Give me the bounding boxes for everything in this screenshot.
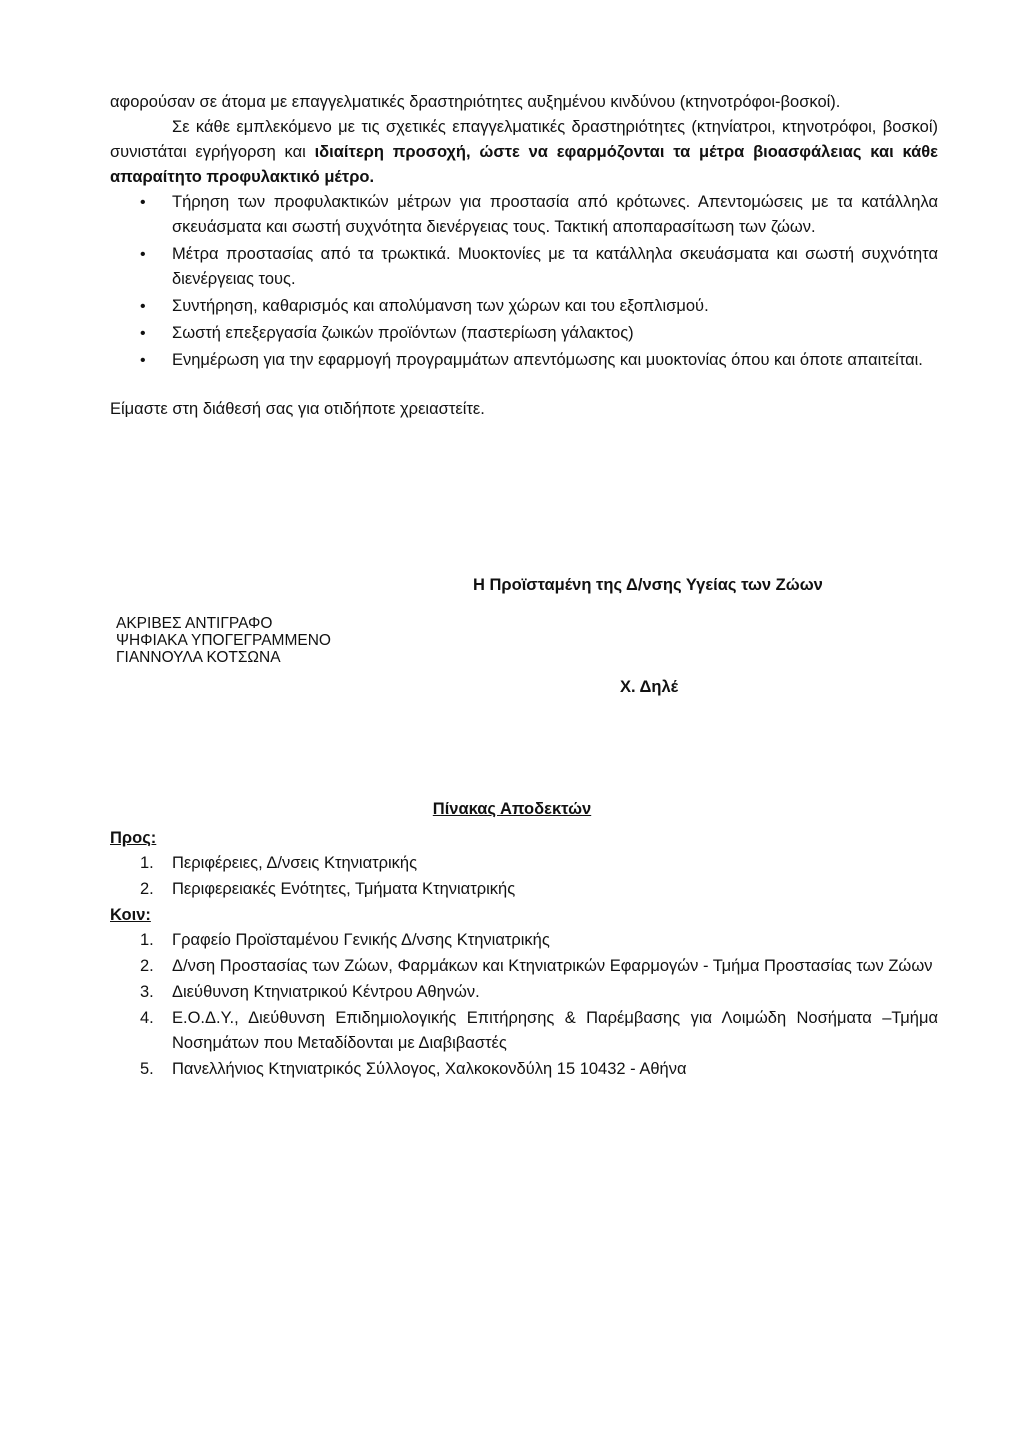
recipients-title: Πίνακας Αποδεκτών bbox=[432, 800, 592, 818]
item-number: 3. bbox=[140, 983, 154, 1001]
item-number: 5. bbox=[140, 1060, 154, 1078]
list-item-text: Σωστή επεξεργασία ζωικών προϊόντων (παστερίωση γάλακτος) bbox=[172, 324, 634, 342]
item-text: Γραφείο Προϊσταμένου Γενικής Δ/νσης Κτηνιατρικής bbox=[172, 931, 550, 949]
to-label: Προς: bbox=[110, 829, 157, 847]
list-item bbox=[110, 928, 938, 953]
measures-list bbox=[110, 190, 938, 373]
list-item bbox=[110, 954, 938, 979]
stamp-line: ΓΙΑΝΝΟΥΛΑ ΚΟΤΣΩΝΑ bbox=[116, 649, 281, 666]
list-item bbox=[110, 348, 938, 373]
item-number: 2. bbox=[140, 957, 154, 975]
advice-emphasis: ιδιαίτερη προσοχή, ώστε να εφαρμόζονται τα μέτρα βιοασφάλειας και κάθε απαραίτητο προφυλακτικό μέτρο. bbox=[110, 143, 938, 186]
bullet-icon: • bbox=[140, 325, 146, 342]
item-text: Περιφερειακές Ενότητες, Τμήματα Κτηνιατρικής bbox=[172, 880, 516, 898]
item-number: 1. bbox=[140, 931, 154, 949]
list-item bbox=[110, 190, 938, 240]
stamp-line: ΑΚΡΙΒΕΣ ΑΝΤΙΓΡΑΦΟ bbox=[116, 615, 273, 632]
item-text: Περιφέρειες, Δ/νσεις Κτηνιατρικής bbox=[172, 854, 418, 872]
list-item bbox=[110, 242, 938, 292]
closing-sentence: Είμαστε στη διάθεσή σας για οτιδήποτε χρειαστείτε. bbox=[110, 400, 485, 418]
bullet-icon: • bbox=[140, 246, 146, 263]
recipients-section bbox=[110, 826, 938, 1083]
advice-paragraph bbox=[110, 115, 938, 190]
bullet-icon: • bbox=[140, 194, 146, 211]
advice-text: Σε κάθε εμπλεκόμενο με τις σχετικές επαγγελματικές δραστηριότητες (κτηνίατροι, κτηνοτρόφοι, βοσκοί) συνιστάται εγρήγορση και bbox=[110, 118, 938, 161]
list-item bbox=[110, 1057, 938, 1082]
to-list bbox=[110, 851, 938, 902]
signature-title: Η Προϊσταμένη της Δ/νσης Υγείας των Ζώων bbox=[473, 576, 823, 594]
item-number: 2. bbox=[140, 880, 154, 898]
item-text: Πανελλήνιος Κτηνιατρικός Σύλλογος, Χαλκοκονδύλη 15 10432 - Αθήνα bbox=[172, 1060, 687, 1078]
list-item bbox=[110, 321, 938, 346]
bullet-icon: • bbox=[140, 352, 146, 369]
item-number: 4. bbox=[140, 1009, 154, 1027]
letter-body bbox=[110, 90, 938, 422]
item-text: Δ/νση Προστασίας των Ζώων, Φαρμάκων και Κτηνιατρικών Εφαρμογών - Τμήμα Προστασίας των Ζώων bbox=[172, 957, 933, 975]
digital-signature-stamp bbox=[116, 615, 331, 666]
list-item bbox=[110, 294, 938, 319]
list-item-text: Ενημέρωση για την εφαρμογή προγραμμάτων απεντόμωσης και μυοκτονίας όπου και όποτε απαιτείται. bbox=[172, 351, 923, 369]
item-text: Διεύθυνση Κτηνιατρικού Κέντρου Αθηνών. bbox=[172, 983, 480, 1001]
cc-list bbox=[110, 928, 938, 1082]
item-text: Ε.Ο.Δ.Υ., Διεύθυνση Επιδημιολογικής Επιτήρησης & Παρέμβασης για Λοιμώδη Νοσήματα –Τμήμα Νοσημάτων που Μεταδίδονται με Διαβιβαστές bbox=[172, 1009, 938, 1052]
stamp-line: ΨΗΦΙΑΚΑ ΥΠΟΓΕΓΡΑΜΜΕΝΟ bbox=[116, 632, 331, 649]
list-item bbox=[110, 1006, 938, 1056]
list-item bbox=[110, 877, 938, 902]
list-item-text: Τήρηση των προφυλακτικών μέτρων για προστασία από κρότωνες. Απεντομώσεις με τα κατάλληλα σκευάσματα και σωστή συχνότητα διενέργειας τους. Τακτική αποπαρασίτωση των ζώων. bbox=[172, 193, 938, 236]
list-item-text: Συντήρηση, καθαρισμός και απολύμανση των χώρων και του εξοπλισμού. bbox=[172, 297, 709, 315]
list-item bbox=[110, 851, 938, 876]
list-item-text: Μέτρα προστασίας από τα τρωκτικά. Μυοκτονίες με τα κατάλληλα σκευάσματα και σωστή συχνότητα διενέργειας τους. bbox=[172, 245, 938, 288]
signer-name: Χ. Δηλέ bbox=[620, 678, 679, 696]
item-number: 1. bbox=[140, 854, 154, 872]
intro-paragraph: αφορούσαν σε άτομα με επαγγελματικές δραστηριότητες αυξημένου κινδύνου (κτηνοτρόφοι-βοσκοί). bbox=[110, 93, 841, 111]
cc-label: Κοιν: bbox=[110, 906, 151, 924]
bullet-icon: • bbox=[140, 298, 146, 315]
list-item bbox=[110, 980, 938, 1005]
